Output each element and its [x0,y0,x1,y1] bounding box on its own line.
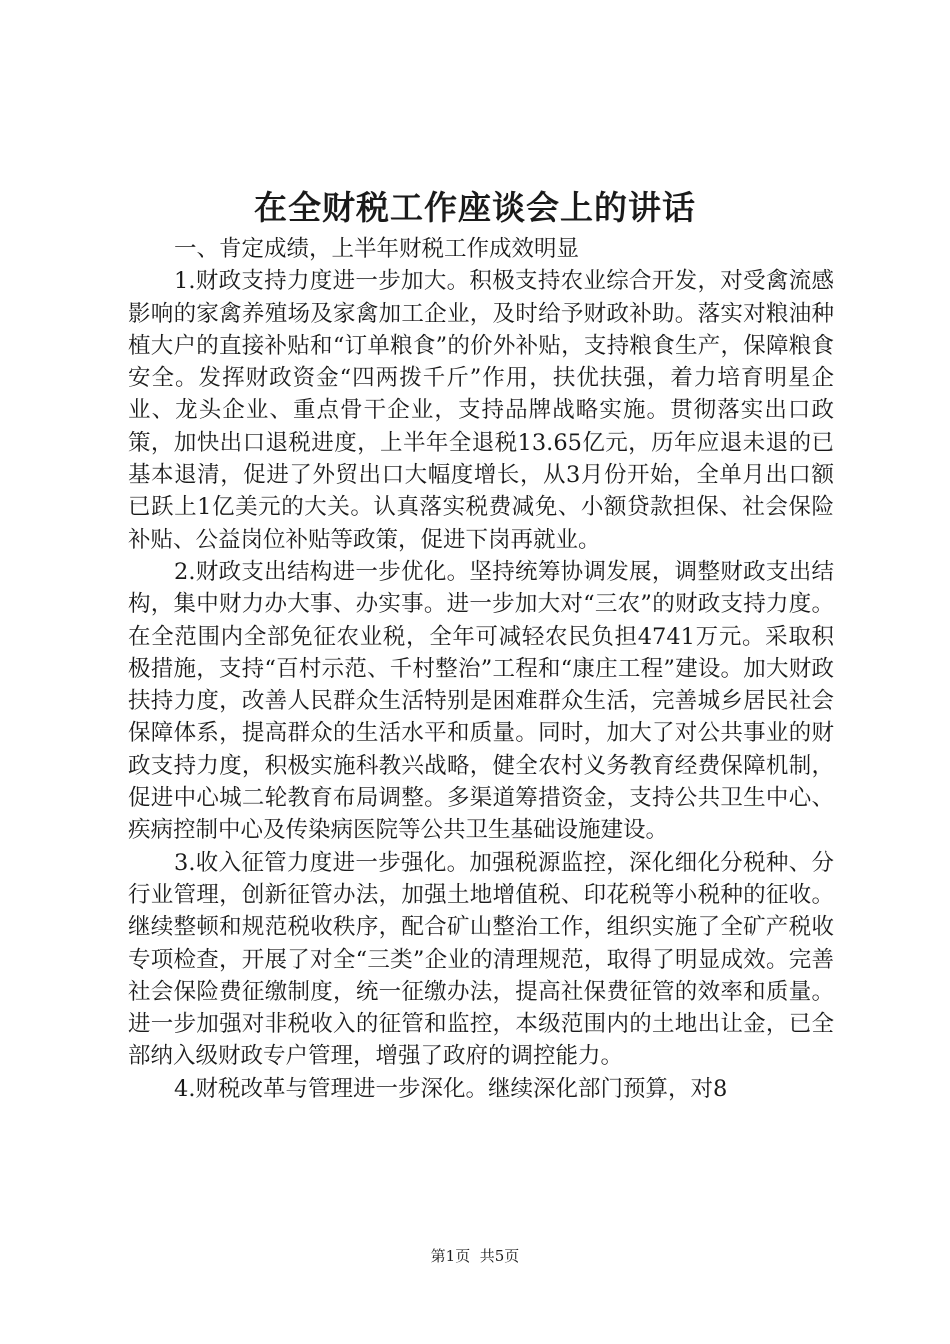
page-footer [0,1244,950,1268]
paragraph-1: 1.财政支持力度进一步加大。积极支持农业综合开发，对受禽流感影响的家禽养殖场及家禽加工企业，及时给予财政补助。落实对粮油种植大户的直接补贴和“订单粮食”的价外补贴，支持粮食生产，保障粮食安全。发挥财政资金“四两拨千斤”作用，扶优扶强，着力培育明星企业、龙头企业、重点骨干企业，支持品牌战略实施。贯彻落实出口政策，加快出口退税进度，上半年全退税13.65亿元，历年应退未退的已基本退清，促进了外贸出口大幅度增长，从3月份开始，全单月出口额已跃上1亿美元的大关。认真落实税费减免、小额贷款担保、社会保险补贴、公益岗位补贴等政策，促进下岗再就业。 [128,268,834,553]
document-body [128,233,834,1105]
paragraph-3: 3.收入征管力度进一步强化。加强税源监控，深化细化分税种、分行业管理，创新征管办法，加强土地增值税、印花税等小税种的征收。继续整顿和规范税收秩序，配合矿山整治工作，组织实施了全矿产税收专项检查，开展了对全“三类”企业的清理规范，取得了明显成效。完善社会保险费征缴制度，统一征缴办法，提高社保费征管的效率和质量。进一步加强对非税收入的征管和监控，本级范围内的土地出让金，已全部纳入级财政专户管理，增强了政府的调控能力。 [128,849,834,1070]
section-heading: 一、肯定成绩，上半年财税工作成效明显 [174,236,580,262]
paragraph-2: 2.财政支出结构进一步优化。坚持统筹协调发展，调整财政支出结构，集中财力办大事、办实事。进一步加大对“三农”的财政支持力度。在全范围内全部免征农业税，全年可减轻农民负担4741万元。采取积极措施，支持“百村示范、千村整治”工程和“康庄工程”建设。加大财政扶持力度，改善人民群众生活特别是困难群众生活，完善城乡居民社会保障体系，提高群众的生活水平和质量。同时，加大了对公共事业的财政支持力度，积极实施科教兴战略，健全农村义务教育经费保障机制，促进中心城二轮教育布局调整。多渠道筹措资金，支持公共卫生中心、疾病控制中心及传染病医院等公共卫生基础设施建设。 [128,558,834,844]
page-total: 共5页 [479,1247,520,1265]
paragraph-4: 4.财税改革与管理进一步深化。继续深化部门预算，对8 [174,1075,728,1102]
document-title: 在全财税工作座谈会上的讲话 [254,188,696,227]
footer-spacer [470,1247,480,1265]
page-number: 第1页 [430,1247,471,1265]
